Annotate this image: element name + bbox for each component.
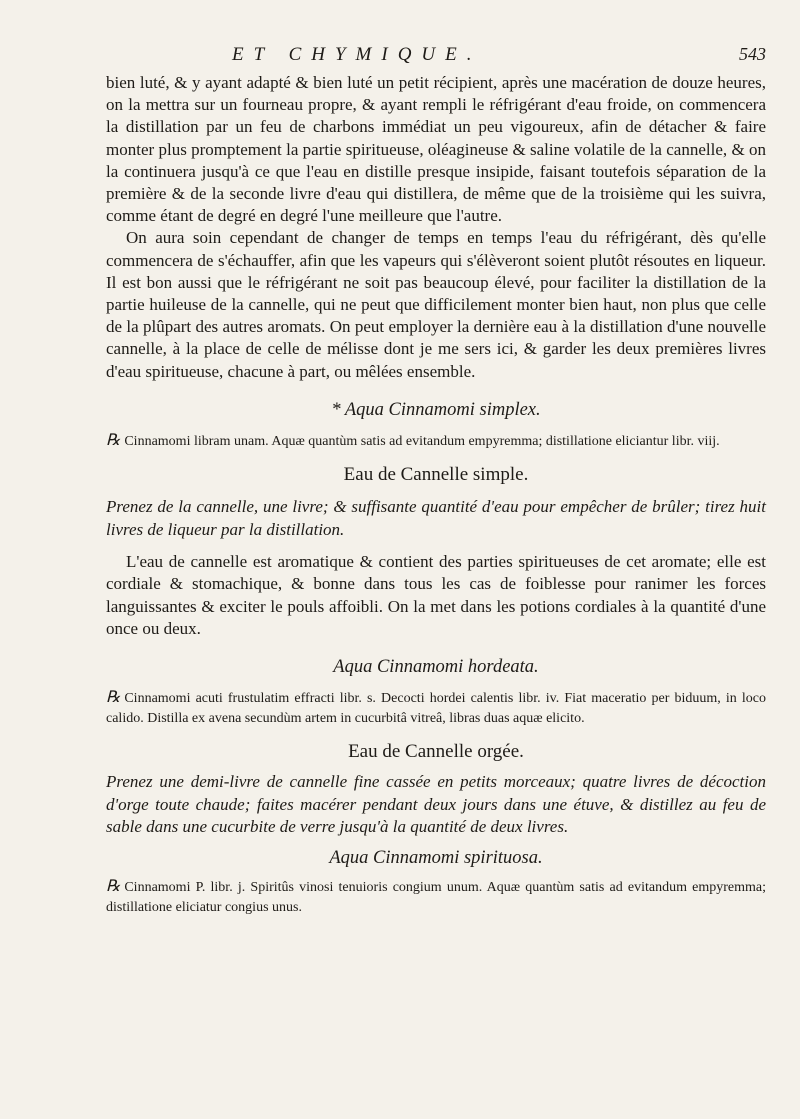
running-head: ET CHYMIQUE. bbox=[232, 44, 482, 65]
recipe-latin-text bbox=[106, 688, 766, 729]
recipe-french-instructions: Prenez de la cannelle, une livre; & suffisante quantité d'eau pour empêcher de brûler; tirez huit livres de liqueur par la distillation. bbox=[106, 497, 766, 539]
paragraph-refrigerant: On aura soin cependant de changer de temps en temps l'eau du réfrigérant, dès qu'elle commencera de s'échauffer, afin que les vapeurs qui s'élèveront soient plutôt résoutes en liqueur. Il est bon aussi que le réfrigérant ne soit pas beaucoup élevé, pour faciliter la distillation de la partie huileuse de la cannelle, qui ne peut que difficilement monter bien haut, non plus que celle de la plûpart des autres aromats. On peut employer la dernière eau à la distillation d'une nouvelle cannelle, à la place de celle de mélisse dont je me sers ici, & garder les deux premières livres d'eau spiritueuse, chacune à part, ou mêlées ensemble. bbox=[106, 228, 766, 381]
recipe-latin-title: Aqua Cinnamomi hordeata. bbox=[333, 657, 539, 678]
recipe-latin-text bbox=[106, 877, 766, 918]
recipe-description: L'eau de cannelle est aromatique & contient des parties spiritueuses de cet aromate; elle est cordiale & stomachique, & bonne dans tous les cas de foiblesse pour ranimer les forces languissantes & exciter le pouls affoibli. On la met dans les potions cordiales à la quantité d'une once ou deux. bbox=[106, 552, 766, 638]
page-header bbox=[106, 44, 766, 72]
recipe-latin-body: Cinnamomi libram unam. Aquæ quantùm satis ad evitandum empyremma; distillatione eliciantur libr. viij. bbox=[124, 434, 720, 450]
recipe-latin-body: Cinnamomi P. libr. j. Spiritûs vinosi tenuioris congium unum. Aquæ quantùm satis ad evitandum empyremma; distillatione eliciatur congius unus. bbox=[106, 880, 766, 916]
page-number: 543 bbox=[739, 44, 766, 64]
recipe-french-title: Eau de Cannelle simple. bbox=[343, 464, 529, 486]
recipe-french-instructions: Prenez une demi-livre de cannelle fine cassée en petits morceaux; quatre livres de décoction d'orge toute chaude; faites macérer pendant deux jours dans une étuve, & distillez au feu de sable dans une cucurbite de verre jusqu'à la quantité de deux livres. bbox=[106, 772, 766, 837]
paragraph-distillation: bien luté, & y ayant adapté & bien luté un petit récipient, après une macération de douze heures, on la mettra sur un fourneau propre, & ayant rempli le réfrigérant d'eau froide, on commencera la distillation par un feu de charbons immédiat un peu vigoureux, afin de détacher & faire monter plus promptement la partie spiritueuse, oléagineuse & saline volatile de la cannelle, & on la continuera jusqu'à ce que l'eau en distille presque insipide, faisant toutefois séparation de la première & de la seconde livre d'eau qui distillera, de même que de la troisième qui les suivra, comme étant de degré en degré l'une meilleure que l'autre. bbox=[106, 73, 766, 226]
recipe-symbol-icon: ℞ bbox=[106, 878, 121, 896]
recipe-latin-title: Aqua Cinnamomi spirituosa. bbox=[329, 847, 543, 868]
recipe-french-title: Eau de Cannelle orgée. bbox=[348, 741, 524, 763]
recipe-latin-body: Cinnamomi acuti frustulatim effracti libr. s. Decocti hordei calentis libr. iv. Fiat maceratio per biduum, in loco calido. Distilla ex avena secundùm artem in cucurbitâ vitreâ, libras duas aquæ elicito. bbox=[106, 691, 766, 727]
recipe-symbol-icon: ℞ bbox=[106, 432, 121, 450]
recipe-latin-title: * Aqua Cinnamomi simplex. bbox=[331, 399, 541, 420]
recipe-latin-text bbox=[106, 431, 766, 452]
recipe-symbol-icon: ℞ bbox=[106, 689, 121, 707]
